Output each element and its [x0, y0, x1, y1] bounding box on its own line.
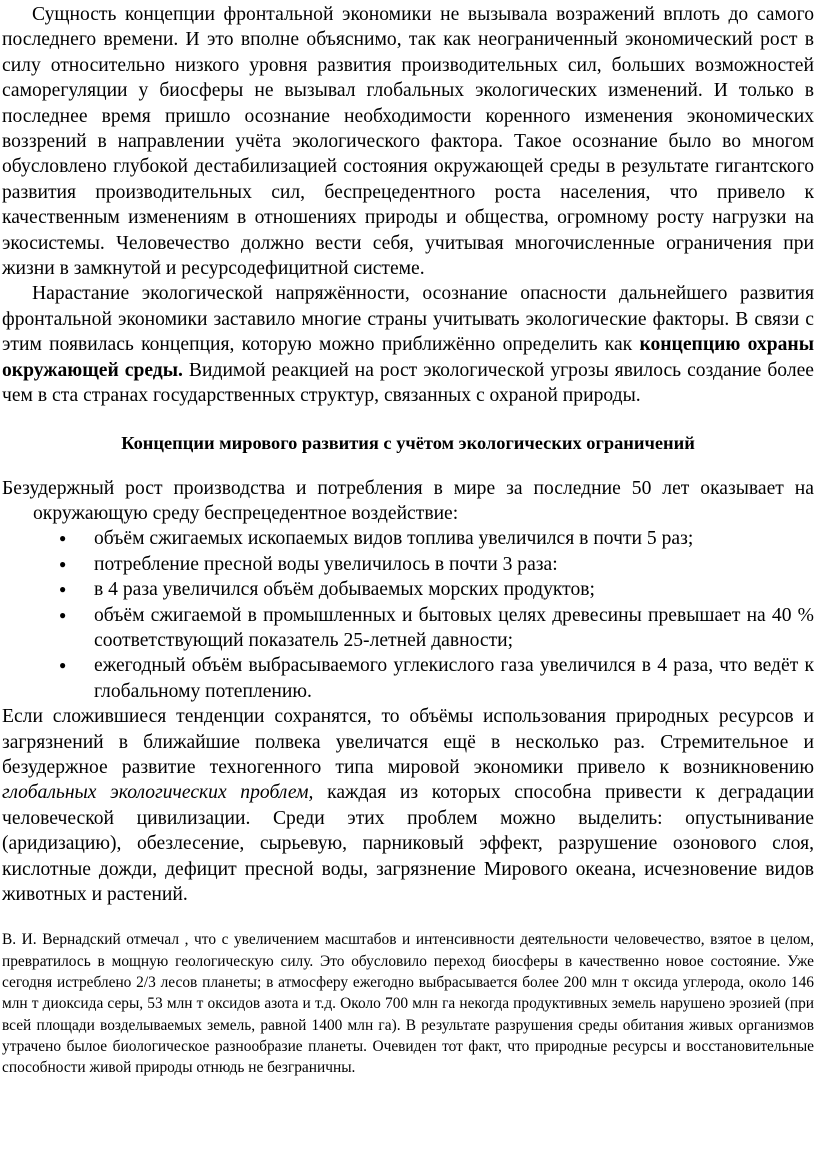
bullet-icon: ● [59, 531, 67, 546]
list-item-text: объём сжигаемых ископаемых видов топлива увеличился в почти 5 раз; [94, 528, 694, 550]
list-item-text: ежегодный объём выбрасываемого углекислого газа увеличился в 4 раза, что ведёт к глобальному потеплению. [94, 655, 814, 702]
paragraph-text: Если сложившиеся тенденции сохранятся, то объёмы использования природных ресурсов и загрязнений в ближайшие полвека увеличатся ещё в несколько раз. Стремительное и безудержное развитие техногенного типа мировой экономики привело к возникновению [2, 706, 814, 778]
list-item [59, 577, 814, 602]
paragraph-global-problems [2, 704, 814, 907]
bullet-icon: ● [59, 607, 67, 622]
impact-list [2, 526, 814, 704]
list-item-text: потребление пресной воды увеличилось в почти 3 раза: [94, 553, 558, 575]
list-item-text: в 4 раза увеличился объём добываемых морских продуктов; [94, 579, 595, 601]
list-item [59, 603, 814, 654]
list-item [59, 653, 814, 704]
bullet-icon: ● [59, 658, 67, 673]
paragraph-frontal-economy: Сущность концепции фронтальной экономики не вызывала возражений вплоть до самого последнего времени. И это вполне объяснимо, так как неограниченный экономический рост в силу относительно низкого уровня развития производительных сил, больших возможностей саморегуляции у биосферы не вызывал глобальных экологических изменений. И только в последнее время пришло осознание необходимости коренного изменения экономических воззрений в направлении учёта экологического фактора. Такое осознание было во многом обусловлено глубокой дестабилизацией состояния окружающей среды в результате гигантского развития производительных сил, беспрецедентного роста населения, что привело к качественным изменениям в отношениях природы и общества, огромному росту нагрузки на экосистемы. Человечество должно вести себя, учитывая многочисленные ограничения при жизни в замкнутой и ресурсодефицитной системе. [2, 4, 814, 280]
list-lead-paragraph: Безудержный рост производства и потребления в мире за последние 50 лет оказывает на окружающую среду беспрецедентное воздействие: [2, 477, 814, 524]
paragraph-vernadsky: В. И. Вернадский отмечал , что с увеличением масштабов и интенсивности деятельности человечество, взятое в целом, превратилось в мощную геологическую силу. Это обусловило переход биосферы в качественно новое состояние. Уже сегодня истреблено 2/3 лесов планеты; в атмосферу ежегодно выбрасывается более 200 млн т оксида углерода, около 146 млн т диоксида серы, 53 млн т оксидов азота и т.д. Около 700 млн га некогда продуктивных земель нарушено эрозией (при всей площади возделываемых земель, равной 1400 млн га). В результате разрушения среды обитания живых организмов утрачено былое биологическое разнообразие планеты. Очевиден тот факт, что природные ресурсы и восстановительные способности живой природы отнюдь не безграничны. [2, 931, 814, 1077]
bold-term: концепцию охраны окружающей среды. [2, 334, 815, 381]
list-item [59, 552, 814, 577]
list-item [59, 526, 814, 551]
list-item-text: объём сжигаемой в промышленных и бытовых целях древесины превышает на 40 % соответствующий показатель 25-летней давности; [94, 604, 814, 651]
italic-term: глобальных экологических проблем, [2, 782, 314, 804]
bullet-icon: ● [59, 556, 67, 571]
paragraph-environmental-concept [2, 281, 814, 408]
bullet-icon: ● [59, 582, 67, 597]
section-heading: Концепции мирового развития с учётом экологических ограничений [121, 432, 695, 453]
paragraph-text: каждая из которых способна привести к деградации человеческой цивилизации. Среди этих проблем можно выделить: опустынивание (аридизацию), обезлесение, сырьевую, парниковый эффект, разрушение озонового слоя, кислотные дожди, дефицит пресной воды, загрязнение Мирового океана, исчезновение видов животных и растений. [2, 782, 814, 905]
paragraph-text: Нарастание экологической напряжённости, осознание опасности дальнейшего развития фронтальной экономики заставило многие страны учитывать экологические факторы. В связи с этим появилась концепция, которую можно приближённо определить как [2, 283, 814, 356]
paragraph-text: Видимой реакцией на рост экологической угрозы явилось создание более чем в ста странах государственных структур, связанных с охраной природы. [2, 359, 815, 407]
